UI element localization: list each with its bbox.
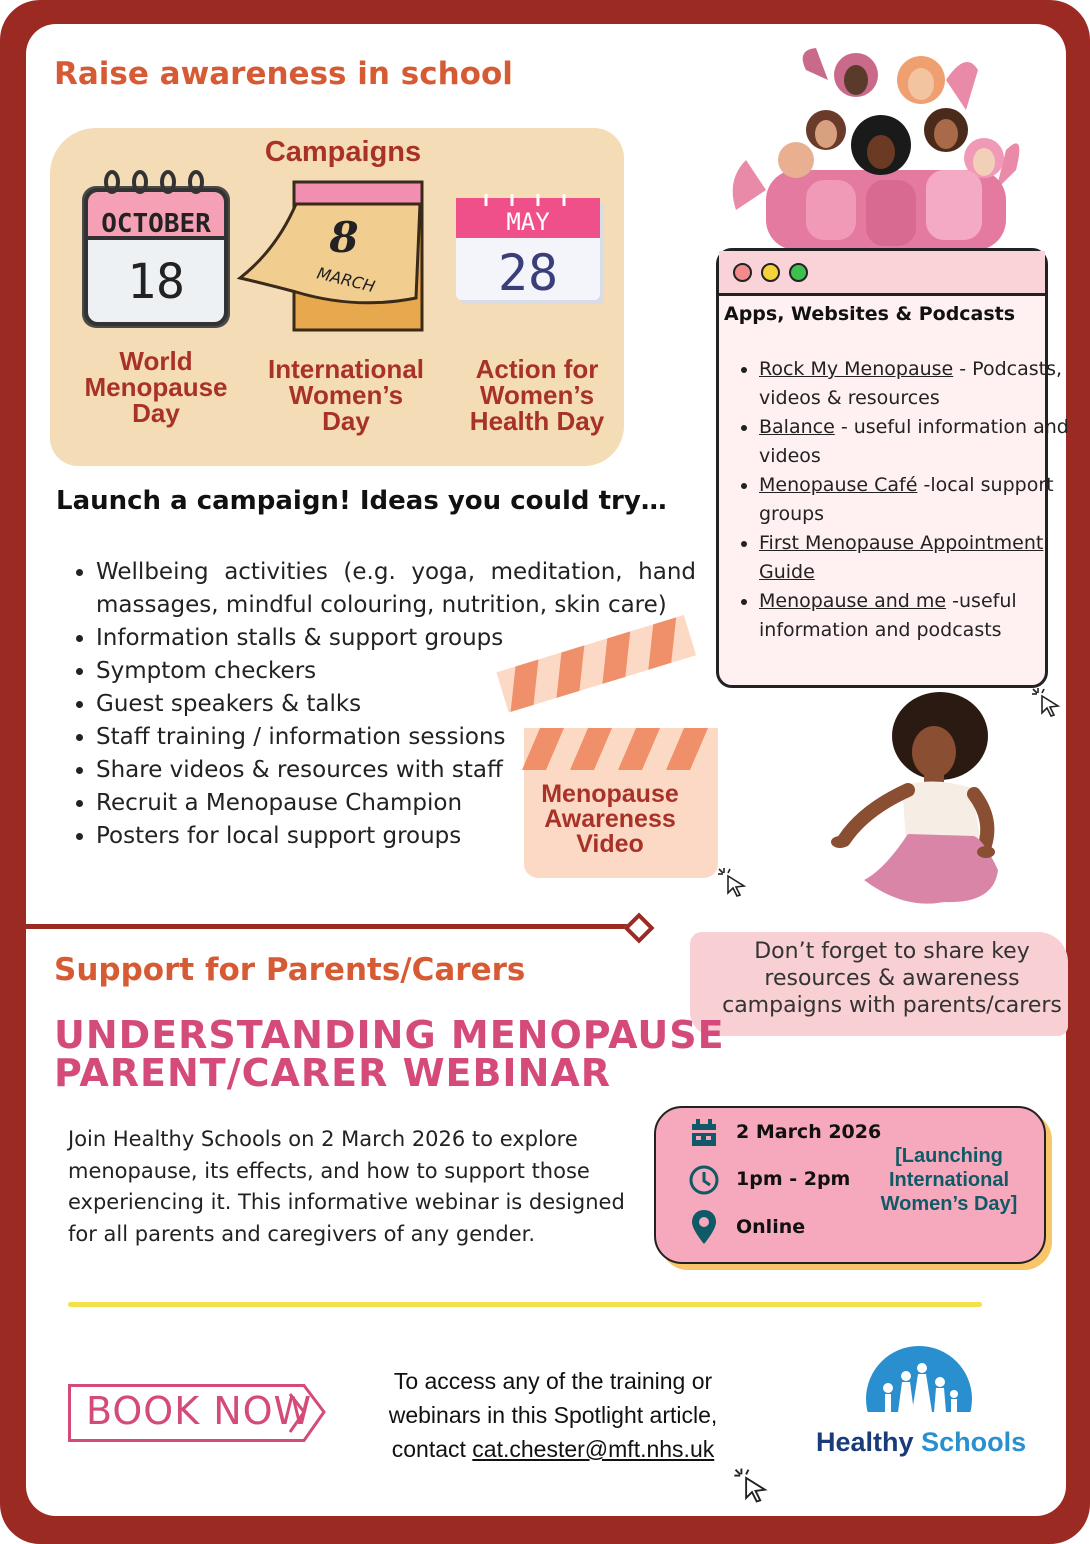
calendar-march-day: 8	[329, 213, 359, 262]
book-now-label[interactable]: BOOK NOW	[86, 1389, 313, 1433]
campaign-label-world-menopause-day: World Menopause Day	[84, 346, 228, 428]
link-balance[interactable]: Balance	[759, 416, 835, 438]
apps-title: Apps, Websites & Podcasts	[724, 303, 1016, 325]
list-item: • Menopause and me -useful information and podcasts	[759, 587, 1077, 645]
window-dot-green-icon	[789, 263, 808, 282]
link-menopause-and-me[interactable]: Menopause and me	[759, 590, 947, 612]
event-note: [Launching International Women’s Day]	[880, 1145, 1018, 1215]
reminder-text: Don’t forget to share key resources & awareness campaigns with parents/carers	[722, 939, 1062, 1018]
footer-divider	[68, 1302, 982, 1307]
list-item: • Recruit a Menopause Champion	[96, 787, 696, 820]
contact-info: To access any of the training or webinars in this Spotlight article, contact cat.chester@mft.nhs.uk	[388, 1368, 718, 1462]
link-menopause-cafe[interactable]: Menopause Café	[759, 474, 918, 496]
location-pin-icon	[690, 1208, 718, 1246]
list-item: • Balance - useful information and videos	[759, 413, 1077, 471]
window-titlebar	[719, 251, 1045, 296]
list-item: • Staff training / information sessions	[96, 721, 696, 754]
campaigns-title: Campaigns	[264, 136, 422, 168]
healthy-schools-logo-text: Healthy Schools	[816, 1427, 1027, 1457]
section-heading-parents: Support for Parents/Carers	[54, 952, 526, 988]
calendar-may-month: MAY	[506, 208, 550, 236]
campaign-label-international-womens-day: International Women’s Day	[267, 354, 424, 436]
calendar-march-icon	[236, 180, 432, 336]
apps-websites-podcasts-window	[716, 248, 1069, 688]
list-item: • Wellbeing activities (e.g. yoga, meditation, hand massages, mindful colouring, nutrition, skin care)	[96, 556, 696, 622]
list-item: • Symptom checkers	[96, 655, 696, 688]
event-date: 2 March 2026	[736, 1121, 882, 1143]
meditating-woman-illustration	[824, 690, 1000, 914]
contact-email-link[interactable]: cat.chester@mft.nhs.uk	[472, 1436, 715, 1462]
women-group-illustration	[716, 40, 1046, 250]
window-dot-yellow-icon	[761, 263, 780, 282]
webinar-description: Join Healthy Schools on 2 March 2026 to explore menopause, its effects, and how to support those experiencing it. This informative webinar is designed for all parents and caregivers of any gender.	[68, 1127, 625, 1246]
calendar-icon	[690, 1118, 718, 1148]
webinar-title: UNDERSTANDING MENOPAUSE PARENT/CARER WEBINAR	[54, 1013, 725, 1095]
cursor-click-icon	[732, 1466, 772, 1504]
campaign-label-womens-health-day: Action for Women’s Health Day	[469, 354, 605, 436]
calendar-october-icon	[76, 170, 236, 334]
calendar-may-day: 28	[497, 244, 559, 302]
list-item: • Information stalls & support groups	[96, 622, 696, 655]
apps-list	[725, 355, 1077, 645]
list-item: • Menopause Café -local support groups	[759, 471, 1077, 529]
list-item: • Guest speakers & talks	[96, 688, 696, 721]
menopause-awareness-video-label[interactable]: Menopause Awareness Video	[541, 780, 679, 858]
list-item: • Posters for local support groups	[96, 820, 696, 853]
section-divider	[26, 924, 638, 929]
link-first-menopause-appointment-guide[interactable]: First Menopause Appointment Guide	[759, 532, 1044, 583]
list-item: • Rock My Menopause - Podcasts, videos & resources	[759, 355, 1077, 413]
event-time: 1pm - 2pm	[736, 1168, 851, 1190]
calendar-october-day: 18	[127, 254, 185, 310]
window-dot-red-icon	[733, 263, 752, 282]
event-location: Online	[736, 1216, 806, 1238]
clock-icon	[688, 1164, 720, 1196]
section-heading-awareness: Raise awareness in school	[54, 56, 513, 92]
list-item: • Share videos & resources with staff	[96, 754, 696, 787]
calendar-october-month: OCTOBER	[101, 209, 211, 239]
link-rock-my-menopause[interactable]: Rock My Menopause	[759, 358, 954, 380]
cursor-click-icon	[1030, 686, 1064, 718]
launch-campaign-heading: Launch a campaign! Ideas you could try…	[56, 486, 667, 516]
calendar-may-icon	[452, 192, 612, 308]
list-item	[759, 529, 1077, 587]
calendar-march-month: MARCH	[315, 263, 377, 297]
